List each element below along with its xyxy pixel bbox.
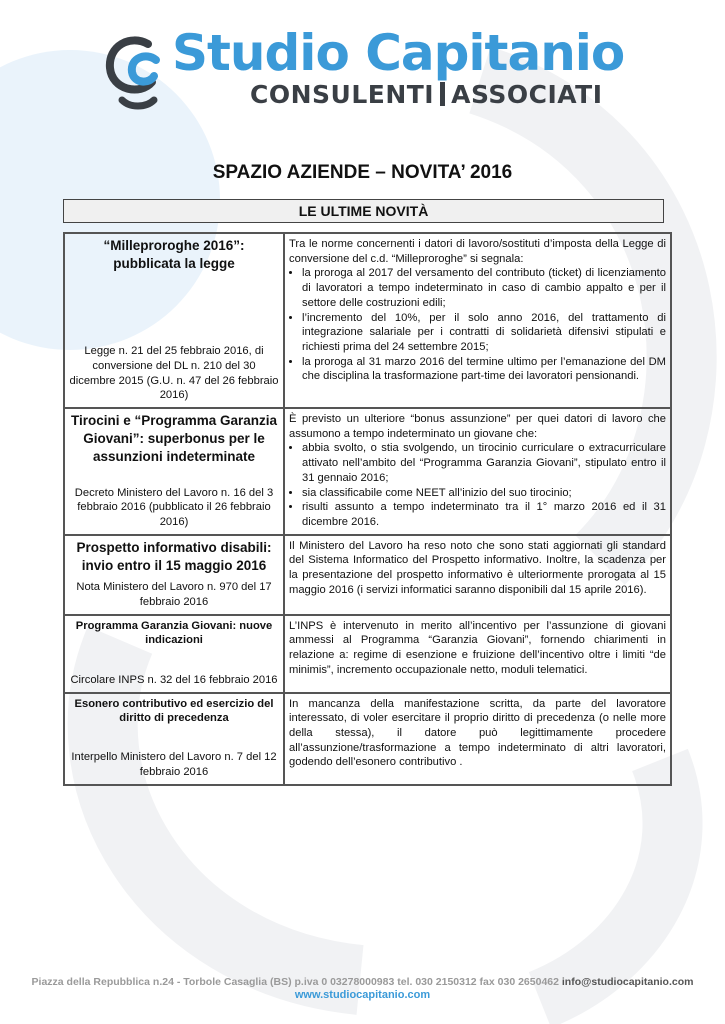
row-reference: Legge n. 21 del 25 febbraio 2016, di conversione del DL n. 210 del 30 dicembre 2015 (G.U. n. 47 del 26 febbraio 2016) [69, 345, 279, 402]
logo-sub-left: CONSULENTI [250, 80, 435, 109]
section-banner: LE ULTIME NOVITÀ [63, 199, 664, 223]
table-row [64, 233, 671, 408]
row-intro: È previsto un ulteriore “bonus assunzione” per quei datori di lavoro che assumono a tempo indeterminato un giovane che: [289, 413, 666, 440]
row-content [284, 615, 671, 693]
row-reference: Nota Ministero del Lavoro n. 970 del 17 febbraio 2016 [76, 581, 272, 608]
row-content [284, 693, 671, 785]
row-title: Tirocini e “Programma Garanzia Giovani”: superbonus per le assunzioni indeterminate [70, 413, 278, 464]
logo-main-text: Studio Capitanio [172, 24, 625, 82]
row-title: Esonero contributivo ed esercizio del diritto di precedenza [74, 697, 274, 725]
row-title: Prospetto informativo disabili: invio entro il 15 maggio 2016 [76, 539, 272, 573]
bullet-item: • risulti assunto a tempo indeterminato tra il 1° marzo 2016 ed il 31 dicembre 2016. [302, 500, 666, 529]
bullet-item: • l’incremento del 10%, per il solo anno 2016, del trattamento di integrazione salariale per i contratti di solidarietà difensivi stipulati e richiesti prima del 24 settembre 2015; [302, 311, 666, 355]
row-reference: Decreto Ministero del Lavoro n. 16 del 3 febbraio 2016 (pubblicato il 26 febbraio 2016) [74, 486, 274, 528]
row-left-cell [64, 408, 284, 535]
bullet-item: • la proroga al 2017 del versamento del contributo (ticket) di licenziamento di lavoratori a tempo indeterminato in caso di cambio appalto e per il settore delle costruzioni edili; [302, 266, 666, 310]
row-intro: Tra le norme concernenti i datori di lavoro/sostituti d’imposta della Legge di conversione del c.d. “Milleproroghe” si segnala: [289, 238, 666, 265]
table-row [64, 408, 671, 535]
document-title: SPAZIO AZIENDE – NOVITA’ 2016 [212, 162, 513, 183]
row-text: In mancanza della manifestazione scritta, da parte del lavoratore interessato, di voler esercitare il proprio diritto di precedenza (o nelle more della stessa), il datore può legittimamente procedere all’assunzione/trasformazione a tempo indeterminato di altri lavoratori, godendo dell’esonero contributivo . [289, 697, 666, 769]
bullet-item: • abbia svolto, o stia svolgendo, un tirocinio curriculare o extracurriculare attivato nell’ambito del “Programma Garanzia Giovani”, stipulato entro il 31 gennaio 2016; [302, 441, 666, 485]
footer-address-text: Piazza della Repubblica n.24 - Torbole Casaglia (BS) p.iva 0 03278000983 tel. 030 2150312 fax 030 2650462 [31, 976, 559, 988]
bullet-list [289, 441, 666, 529]
row-left-cell [64, 535, 284, 615]
row-reference: Interpello Ministero del Lavoro n. 7 del 12 febbraio 2016 [71, 751, 277, 778]
row-title: “Milleproroghe 2016”: pubblicata la legge [103, 238, 245, 271]
footer-email[interactable]: info@studiocapitanio.com [561, 976, 694, 988]
table-row [64, 535, 671, 615]
row-title: Programma Garanzia Giovani: nuove indicazioni [75, 619, 273, 647]
bullet-item: • la proroga al 31 marzo 2016 del termine ultimo per l’emanazione del DM che disciplina la trasformazione part-time dei lavoratori pensionandi. [302, 355, 666, 384]
logo-subtitle [250, 80, 603, 109]
row-content [284, 535, 671, 615]
logo-separator [440, 82, 445, 106]
table-row [64, 693, 671, 785]
row-content [284, 233, 671, 408]
bullet-item: • sia classificabile come NEET all’inizio del suo tirocinio; [302, 486, 666, 501]
bullet-list [289, 266, 666, 384]
row-content [284, 408, 671, 535]
row-text: Il Ministero del Lavoro ha reso noto che sono stati aggiornati gli standard del Sistema Informatico del Prospetto informativo. Inoltre, la scadenza per la presentazione del prospetto informativo è ulteriormente prorogata al 15 maggio 2016 (i servizi informatici saranno disponibili dal 15 aprile 2016). [289, 539, 666, 596]
table-row [64, 615, 671, 693]
news-table [63, 232, 672, 786]
logo-sub-right: ASSOCIATI [451, 80, 603, 109]
row-left-cell [64, 693, 284, 785]
company-logo [100, 24, 625, 112]
row-left-cell [64, 233, 284, 408]
row-left-cell [64, 615, 284, 693]
row-text: L’INPS è intervenuto in merito all’incentivo per l’assunzione di giovani ammessi al Programma “Garanzia Giovani”, fornendo chiarimenti in relazione a: regime di esenzione e fruizione dell’incentivo oltre i limiti “de minimis”, incremento occupazionale netto, moduli telematici. [289, 619, 666, 676]
footer-address [0, 976, 725, 988]
footer-website[interactable]: www.studiocapitanio.com [294, 989, 431, 1001]
logo-swirl-icon [100, 30, 170, 110]
row-reference: Circolare INPS n. 32 del 16 febbraio 2016 [70, 673, 278, 686]
